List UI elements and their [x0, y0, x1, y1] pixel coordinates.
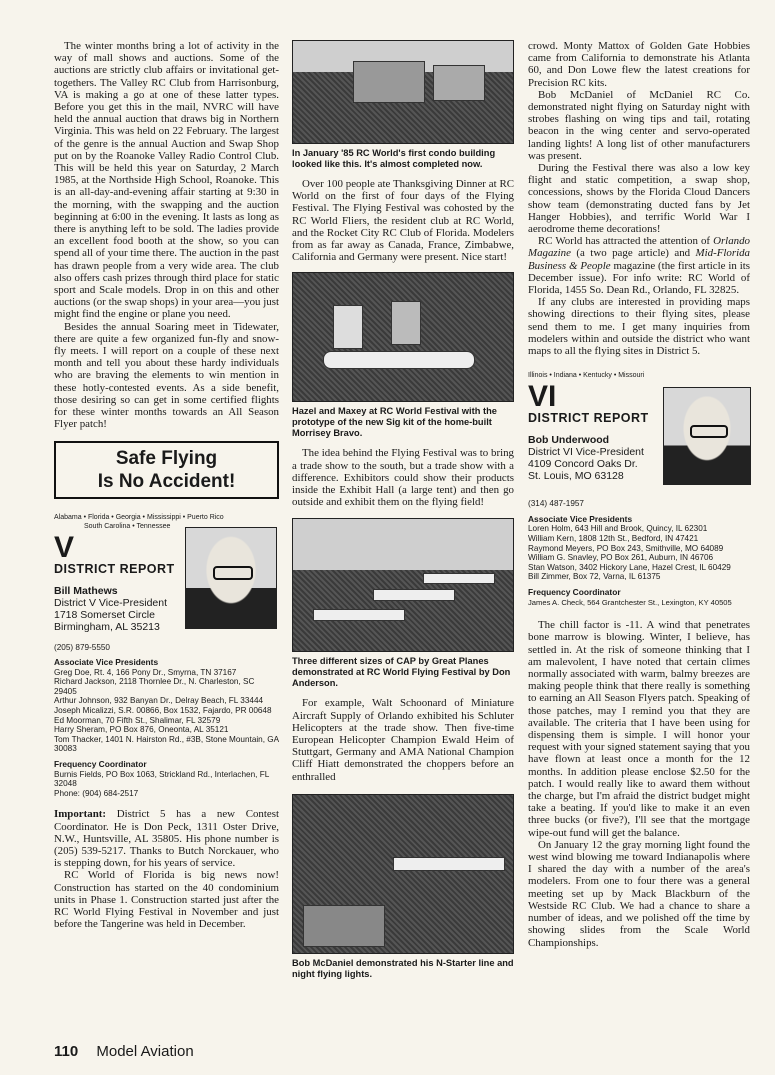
states-list: Alabama • Florida • Georgia • Mississippi • Puerto Rico: [54, 513, 224, 521]
states-list: Illinois • Indiana • Kentucky • Missouri: [528, 372, 645, 380]
article-paragraph: RC World of Florida is big news now! Construction has started on the 40 condominium units in Phase 1. Construction started just after the RC World Flying Festival in November and just before the Tangerine was held in December.: [54, 869, 279, 931]
avp-heading: Associate Vice Presidents: [54, 657, 159, 668]
district-numeral: V: [54, 530, 75, 564]
frequency-coordinator: James A. Check, 564 Grantchester St., Lexington, KY 40505: [528, 597, 732, 607]
article-paragraph: Bob McDaniel of McDaniel RC Co. demonstrated night flying on Saturday night with strobes flashing on wing tips and tail, rotating beacon in the wing center and servo-operated landing lights! A long list of other manufacturers was present.: [528, 88, 750, 162]
vice-president-photo: [663, 387, 751, 485]
article-paragraph: During the Festival there was also a low key flight and static competition, a swap shop, concessions, shows by the Florida Cloud Dancers show team (demonstrating ducted fans by Jet Hanger Hobbies), and terrific World War I aerodrome theme decorations!: [528, 162, 750, 236]
avp-list: Loren Holm, 643 Hill and Brook, Quincy, IL 62301 William Kern, 1808 12th St., Bedford, IN 47421 Raymond Meyers, PO Box 243, Smithville, MO 64089 William G. Snavley, PO Box 261, Auburn, IN 46706 Stan Watson, 3402 Hickory Lane, Hazel Crest, IL 60429 Bill Zimmer, Box 72, Varna, IL 61375: [528, 524, 731, 582]
article-paragraph: The chill factor is -11. A wind that penetrates bone marrow is blowing. Winter, I believe, has settled in. At the risk of someone thinking that I am malevolent, I have noted that certain climes normally associated with warm, balmy breezes are making people think that there really is something to earning an All Season Flyers patch. Speaking of those patches, may I remind you that they are available. The criteria that I have been using for dispensing them is simple. I will honor your request with your signed statement saying that you have flown at least once a month for the 12 months. In addition please enclose $2.50 for the patch. I would really like to award them without the charge, but I'm afraid the district budget might take a beating. If you'd like to make it an even three bucks (or five?), I'll see that the mortgage wipe-out fund will get the balance.: [528, 619, 750, 839]
contact-block: [54, 643, 279, 799]
vp-city: St. Louis, MO 63128: [528, 470, 624, 483]
article-paragraph: crowd. Monty Mattox of Golden Gate Hobbies came from California to demonstrate his Atlanta 60, and Don Lowe flew the latest creations for Precision RC kits.: [528, 40, 750, 89]
vp-name: Bill Mathews: [54, 584, 118, 597]
article-paragraph: Important: District 5 has a new Contest Coordinator. He is Don Peck, 1311 Oster Drive, N.W., Huntsville, AL 35805. His phone number is (205) 539-5217. Thanks to Butch Norckauer, who is stepping down, for his years of service.: [54, 808, 279, 870]
article-paragraph: If any clubs are interested in providing maps showing directions to their flying sites, please send them to me. I get many inquiries from modelers within and outside the district who want maps to all the flying sites in District 5.: [528, 296, 750, 358]
page-number: 110: [54, 1043, 79, 1060]
magazine-title: Model Aviation: [96, 1043, 194, 1060]
article-paragraph: On January 12 the gray morning light found the west wind blowing me toward Indianapolis where I shared the day with a number of the area's modelers. From one to four there was a general meeting set up by Mack Blackburn of the Westside RC Club. We had a chance to share a number of ideas, and we polished off the time by showing slides from the Scale World Championships.: [528, 838, 750, 949]
safe-flying-banner: Safe Flying Is No Accident!: [54, 441, 279, 499]
contact-block: [528, 499, 750, 607]
article-paragraph: Besides the annual Soaring meet in Tidewater, there are quite a few organized fun-fly and snow-fly meets. I will report on a couple of these next month and tell you about these hardy individuals who are braving the elements to win mention in these hotly-contested events. As a side benefit, those desiring so can get in some certified flights for these winter months towards an All Season Flyer patch!: [54, 320, 279, 431]
district-title: DISTRICT REPORT: [528, 411, 649, 426]
vp-city: Birmingham, AL 35213: [54, 620, 160, 633]
n-starter-photo: [292, 794, 514, 954]
frequency-coordinator-heading: Frequency Coordinator: [528, 587, 621, 598]
vice-president-photo: [185, 527, 277, 629]
district-numeral: VI: [528, 380, 557, 414]
article-paragraph: For example, Walt Schoonard of Miniature Aircraft Supply of Orlando exhibited his Schluter Helicopters at the trade show. Then five-time European Helicopter Champion Ewald Heim of Stuttgart, Germany and AMA National Champion Cliff Hiatt demonstrated the choppers before an enthralled: [292, 697, 514, 783]
photo-caption: Three different sizes of CAP by Great Planes demonstrated at RC World Flying Festival by Don Anderson.: [292, 656, 511, 689]
vp-phone: (314) 487-1957: [528, 499, 584, 509]
district-vi-header: [528, 371, 750, 493]
vp-street: 4109 Concord Oaks Dr.: [528, 458, 638, 471]
morrisey-bravo-photo: [292, 272, 514, 402]
avp-list: Greg Doe, Rt. 4, 166 Pony Dr., Smyrna, TN 37167 Richard Jackson, 2118 Thornlee Dr., N. Charleston, SC 29405 Arthur Johnson, 932 Banyan Dr., Delray Beach, FL 33444 Joseph Micalizzi, S.R. 00866, Box 1532, Fajardo, PR 00648 Ed Moorman, 70 Fifth St., Shalimar, FL 32579 Harry Sheram, PO Box 876, Oneonta, AL 35121 Tom Thacker, 1401 N. Hairston Rd., #3B, Stone Mountain, GA 30083: [54, 667, 279, 754]
article-paragraph: Over 100 people ate Thanksgiving Dinner at RC World on the first of four days of the Flying Festival. The Flying Festival was cohosted by the RC World Fliers, the resident club at RC World, and the Rocket City RC Club of Florida. Modelers from as far away as Canada, France, Zimbabwe, California and Germany were present. Nice start!: [292, 178, 514, 264]
vp-name: Bob Underwood: [528, 434, 610, 447]
frequency-coordinator-heading: Frequency Coordinator: [54, 759, 147, 770]
glasses-icon: [213, 566, 253, 580]
district-v-header: [54, 513, 279, 633]
vp-phone: (205) 879-5550: [54, 642, 110, 652]
frequency-coordinator: Burnis Fields, PO Box 1063, Strickland Rd., Interlachen, FL 32048 Phone: (904) 684-2517: [54, 769, 269, 798]
cap-models-photo: [292, 518, 514, 652]
photo-caption: In January '85 RC World's first condo building looked like this. It's almost completed now.: [292, 148, 496, 169]
avp-heading: Associate Vice Presidents: [528, 513, 633, 524]
photo-caption: Bob McDaniel demonstrated his N-Starter line and night flying lights.: [292, 957, 514, 979]
photo-caption: Hazel and Maxey at RC World Festival with the prototype of the new Sig kit of the home-built Morrisey Bravo.: [292, 406, 497, 439]
district-title: DISTRICT REPORT: [54, 561, 175, 576]
glasses-icon: [690, 425, 728, 439]
column-1: [54, 40, 279, 930]
states-list: South Carolina • Tennessee: [84, 522, 171, 530]
vp-street: 1718 Somerset Circle: [54, 608, 155, 621]
vp-role: District V Vice-President: [54, 596, 168, 609]
article-paragraph: RC World has attracted the attention of Orlando Magazine (a two page article) and Mid-Florida Business & People magazine (the first article in its December issue). For info write: RC World of Florida, 1455 So. Dean Rd., Orlando, FL 32825.: [528, 235, 750, 297]
article-paragraph: The idea behind the Flying Festival was to bring a trade show to the south, but a trade show with a difference. Exhibitors could show their products inside the Exhibit Hall (a large tent) and then go outside and exhibit them on the flying field!: [292, 447, 514, 509]
column-2: [292, 40, 514, 988]
page-footer: [54, 1043, 194, 1060]
condo-construction-photo: [292, 40, 514, 144]
vp-role: District VI Vice-President: [528, 446, 644, 459]
column-3: [528, 40, 750, 949]
article-paragraph: The winter months bring a lot of activity in the way of mall shows and auctions. Some of the auctions are strictly club affairs or invitational get-togethers. The Valley RC Club from Harrisonburg, VA is making a go at one of these latter types. Before you get this in the mail, NVRC will have held the annual auction that draws big in Northern Virginia. This was held on 22 February. The largest of the genre is the annual Auction and Swap Shop put on by the Roanoke Valley Radio Control Club. This will be held this year on Saturday, 2 March 1985, at the Northside High School, Roanoke. This is an all-day-and-evening affair starting at 9:30 in the morning, with the swapping and the auction beginning at 6:00 in the evening. It lasts as long as there is anything left to be sold. The ladies provide an excellent food booth at the show, so you can spend all of your time there. The auction in the past has drawn people from a very wide area. The club also offers cash prizes through third place for static sport and Scale models. Drop in on this and other auctions (or the swap shops) in your area—you just might find the engine or plane you need.: [54, 40, 279, 321]
